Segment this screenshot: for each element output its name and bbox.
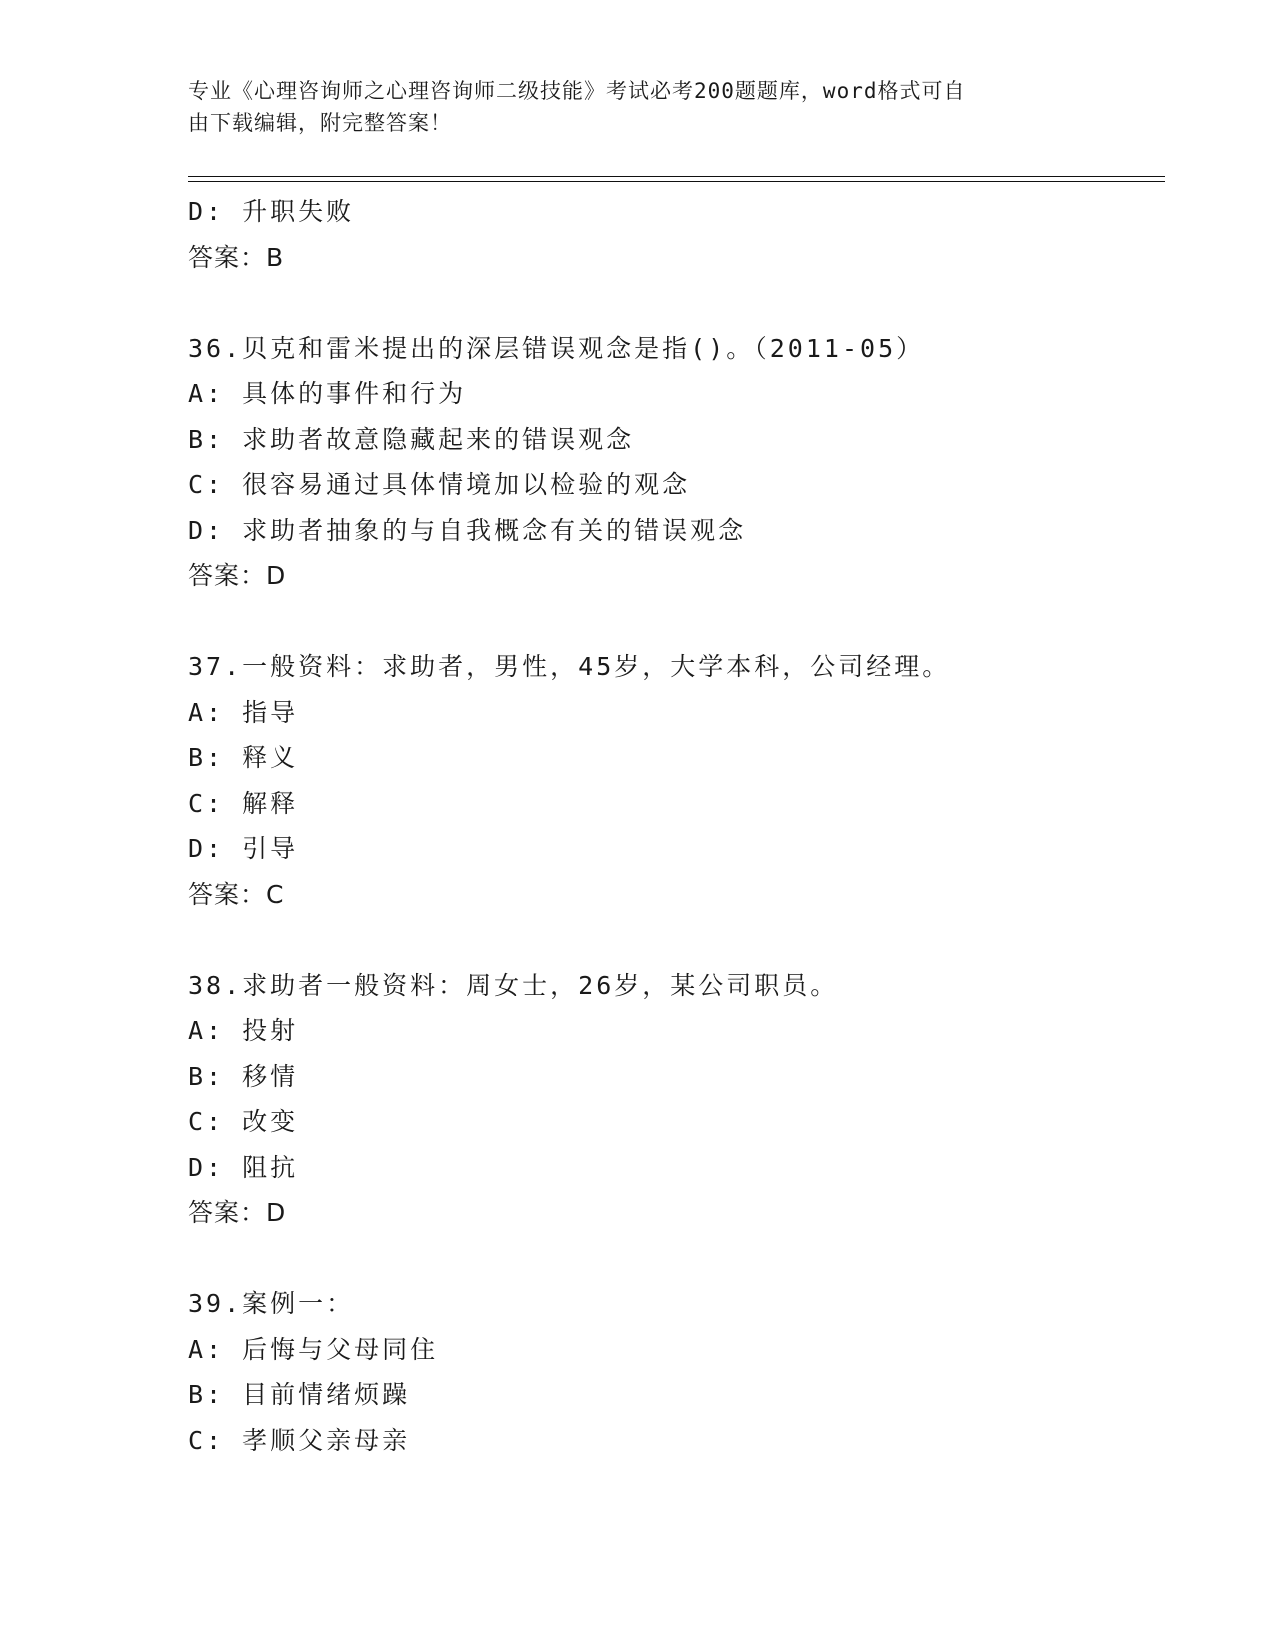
- option-c: C: 孝顺父亲母亲: [188, 1425, 411, 1455]
- spacer: [188, 280, 1168, 326]
- header-line-2: 由下载编辑，附完整答案！: [188, 111, 452, 135]
- spacer: [188, 1236, 1168, 1282]
- question-39: [188, 1281, 1168, 1463]
- header-divider-top: [188, 176, 1165, 177]
- option-b: B: 释义: [188, 743, 299, 772]
- question-36: [188, 326, 1168, 599]
- answer-line: 答案：B: [188, 242, 285, 272]
- option-a: A: 后悔与父母同住: [188, 1334, 439, 1364]
- option-c: C: 改变: [188, 1107, 299, 1136]
- option-c: C: 很容易通过具体情境加以检验的观念: [188, 470, 691, 499]
- option-d: D: 引导: [188, 834, 299, 863]
- answer-line: 答案：D: [188, 1198, 287, 1227]
- option-d: D: 求助者抽象的与自我概念有关的错误观念: [188, 515, 747, 545]
- header-line-1: 专业《心理咨询师之心理咨询师二级技能》考试必考200题题库，word格式可自: [188, 79, 966, 103]
- document-header: [188, 75, 1068, 139]
- question-stem: 36.贝克和雷米提出的深层错误观念是指()。（2011-05）: [188, 333, 925, 363]
- header-divider-bottom: [188, 181, 1165, 182]
- option-b: B: 移情: [188, 1061, 299, 1091]
- question-stem: 39.案例一：: [188, 1289, 355, 1318]
- option-d: D: 升职失败: [188, 197, 355, 226]
- spacer: [188, 917, 1168, 963]
- document-body: [188, 189, 1168, 1463]
- option-b: B: 目前情绪烦躁: [188, 1380, 411, 1409]
- question-stem: 37.一般资料：求助者，男性，45岁，大学本科，公司经理。: [188, 652, 951, 681]
- answer-line: 答案：C: [188, 879, 285, 909]
- question-38: [188, 963, 1168, 1236]
- option-a: A: 指导: [188, 697, 299, 727]
- option-c: C: 解释: [188, 788, 299, 818]
- option-d: D: 阻抗: [188, 1152, 299, 1182]
- answer-line: 答案：D: [188, 561, 287, 590]
- question-37: [188, 644, 1168, 917]
- spacer: [188, 599, 1168, 645]
- question-stem: 38.求助者一般资料：周女士，26岁，某公司职员。: [188, 970, 839, 1000]
- option-a: A: 具体的事件和行为: [188, 379, 467, 408]
- option-a: A: 投射: [188, 1016, 299, 1045]
- option-b: B: 求助者故意隐藏起来的错误观念: [188, 424, 635, 454]
